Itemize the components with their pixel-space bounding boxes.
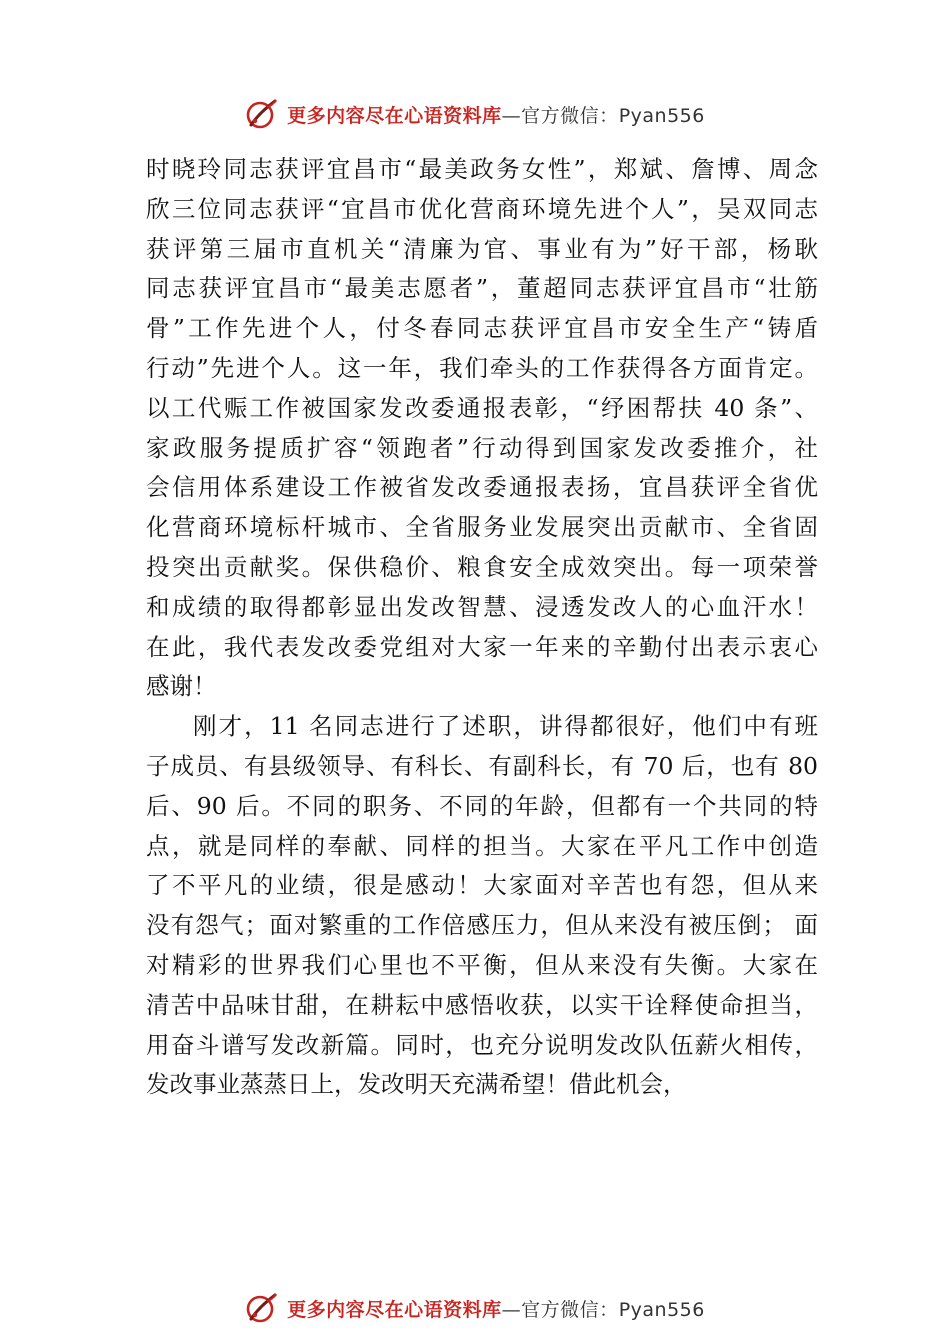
text-line: 骨”工作先进个人，付冬春同志获评宜昌市安全生产“铸盾	[146, 314, 818, 343]
text-line: 行动”先进个人。这一年，我们牵头的工作获得各方面肯定。	[146, 353, 818, 382]
text-line: 时晓玲同志获评宜昌市“最美政务女性”，郑斌、詹博、周念	[146, 155, 818, 183]
header-banner-sub: —官方微信：	[501, 104, 619, 127]
text-line: 家政服务提质扩容“领跑者”行动得到国家发改委推介，社	[146, 433, 818, 462]
header-banner-text	[287, 101, 705, 128]
text-line: 子成员、有县级领导、有科长、有副科长，有 70 后，也有 80	[146, 751, 818, 780]
text-line: 投突出贡献奖。保供稳价、粮食安全成效突出。每一项荣誉	[146, 552, 818, 581]
text-line: 后、90 后。不同的职务、不同的年龄，但都有一个共同的特	[146, 791, 818, 820]
footer-banner-text	[287, 1295, 705, 1322]
text-line: 没有怨气；面对繁重的工作倍感压力，但从来没有被压倒； 面	[146, 911, 818, 940]
text-line: 点，就是同样的奉献、同样的担当。大家在平凡工作中创造	[146, 831, 818, 860]
header-banner	[0, 94, 950, 134]
text-line: 清苦中品味甘甜，在耕耘中感悟收获，以实干诠释使命担当，	[146, 990, 818, 1019]
footer-banner-sub: —官方微信：	[501, 1298, 619, 1321]
header-banner-main: 更多内容尽在心语资料库	[287, 104, 502, 127]
text-line: 在此，我代表发改委党组对大家一年来的辛勤付出表示衷心	[146, 632, 818, 661]
text-line: 以工代赈工作被国家发改委通报表彰，“纾困帮扶 40 条”、	[146, 393, 818, 422]
text-line: 欣三位同志获评“宜昌市优化营商环境先进个人”，吴双同志	[146, 194, 818, 223]
text-line: 用奋斗谱写发改新篇。同时，也充分说明发改队伍薪火相传，	[146, 1030, 818, 1059]
text-line: 了不平凡的业绩，很是感动！大家面对辛苦也有怨，但从来	[146, 871, 818, 900]
header-banner-wechat-id: Pyan556	[618, 104, 705, 127]
text-line: 感谢！	[146, 672, 217, 701]
brush-logo-icon	[245, 1291, 279, 1325]
paragraph-1	[146, 150, 818, 707]
text-line: 和成绩的取得都彰显出发改智慧、浸透发改人的心血汗水！	[146, 592, 818, 621]
footer-banner-main: 更多内容尽在心语资料库	[287, 1298, 502, 1321]
paragraph-2	[146, 707, 818, 1105]
text-line: 化营商环境标杆城市、全省服务业发展突出贡献市、全省固	[146, 513, 818, 542]
footer-banner	[0, 1288, 950, 1328]
text-line: 刚才，11 名同志进行了述职，讲得都很好，他们中有班	[193, 712, 818, 741]
footer-banner-wechat-id: Pyan556	[618, 1298, 705, 1321]
document-body	[146, 150, 818, 1105]
text-line: 发改事业蒸蒸日上，发改明天充满希望！借此机会，	[146, 1070, 687, 1099]
text-line: 同志获评宜昌市“最美志愿者”，董超同志获评宜昌市“壮筋	[146, 274, 818, 303]
brush-logo-icon	[245, 97, 279, 131]
text-line: 会信用体系建设工作被省发改委通报表扬，宜昌获评全省优	[146, 473, 818, 502]
text-line: 对精彩的世界我们心里也不平衡，但从来没有失衡。大家在	[146, 950, 818, 979]
text-line: 获评第三届市直机关“清廉为官、事业有为”好干部，杨耿	[146, 234, 818, 263]
